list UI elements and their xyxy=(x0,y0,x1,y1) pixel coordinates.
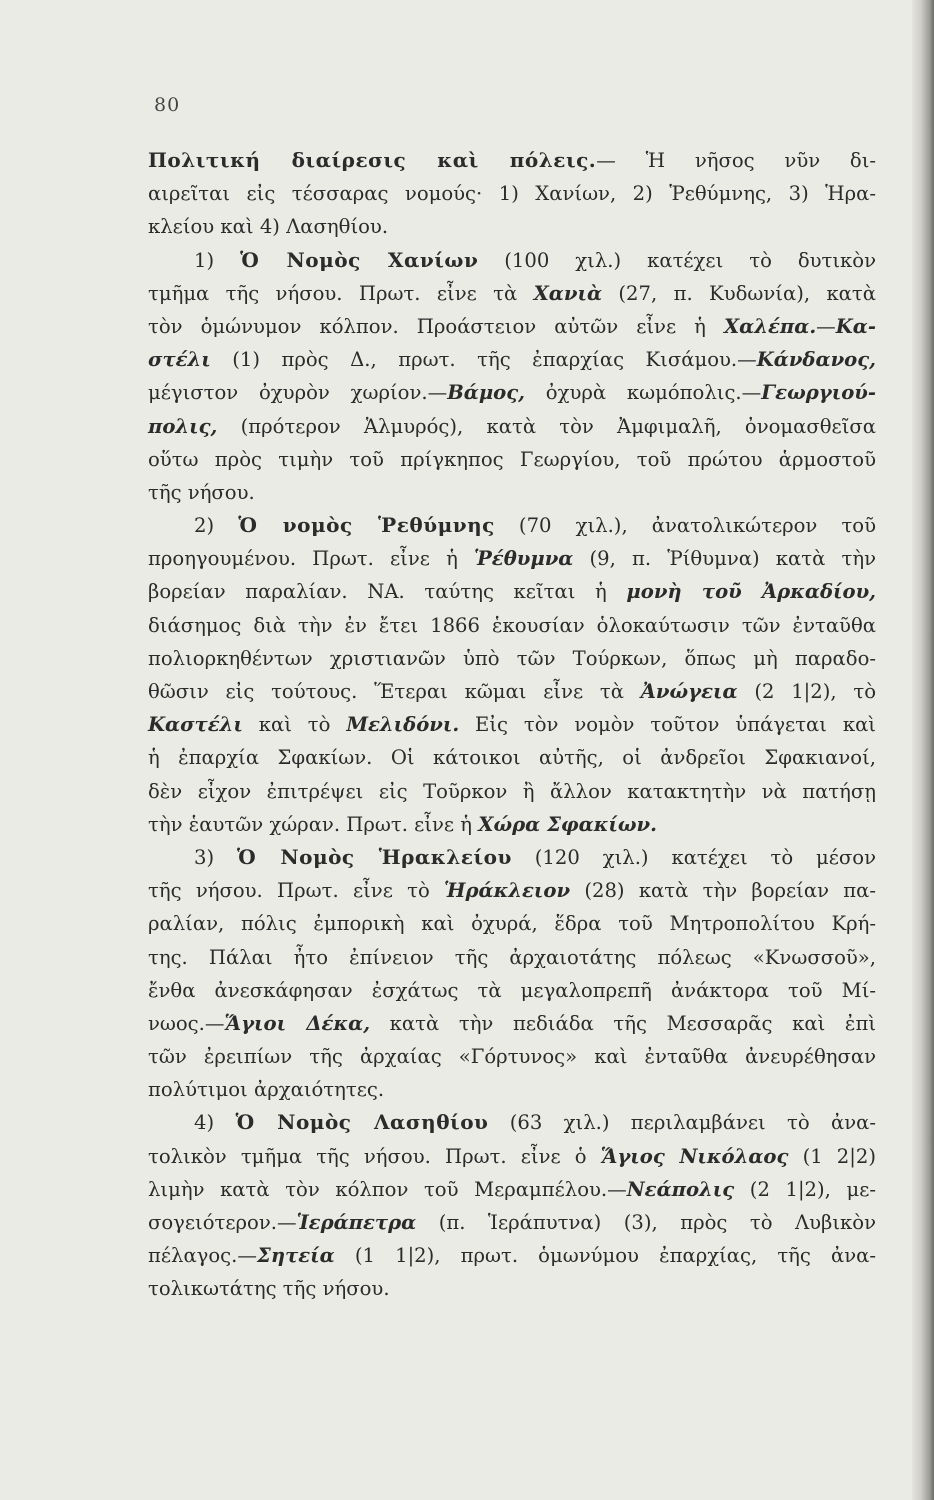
text-line xyxy=(148,277,876,310)
body-text xyxy=(148,144,876,1306)
place-name: Νεάπολις xyxy=(626,1177,735,1201)
place-name: Σητεία xyxy=(256,1244,335,1268)
text-run: θῶσιν εἰς τούτους. Ἕτεραι κῶμαι εἶνε τὰ xyxy=(148,680,641,703)
text-run: της. Πάλαι ἦτο ἐπίνειον τῆς ἀρχαιοτάτης πόλεως «Κνωσσοῦ», xyxy=(148,945,876,969)
text-run: (2 1|2), με- xyxy=(734,1177,876,1201)
text-line xyxy=(148,609,876,642)
text-line xyxy=(148,1206,876,1239)
section-heading: Ὁ Νομὸς Χανίων xyxy=(240,247,479,272)
text-run: — xyxy=(816,314,836,338)
section-heading: Πολιτική διαίρεσις καὶ πόλεις. xyxy=(148,148,597,172)
text-run: (π. Ἱεράπυτνα) (3), πρὸς τὸ Λυβικὸν xyxy=(416,1211,876,1234)
text-line xyxy=(148,1173,876,1206)
text-run: 3) xyxy=(194,845,238,869)
text-run: τὴν ἑαυτῶν χώραν. Πρωτ. εἶνε ἡ xyxy=(148,812,479,836)
text-run: (1 2|2) xyxy=(788,1144,876,1168)
place-name: Χώρα Σφακίων. xyxy=(478,812,657,836)
place-name: πολις, xyxy=(148,414,218,438)
place-name: στέλι xyxy=(148,348,211,372)
text-run: κλείου καὶ 4) Λασηθίου. xyxy=(148,215,389,239)
place-name: Μελιδόνι. xyxy=(346,713,460,737)
text-line xyxy=(148,708,876,741)
place-name: Βάμος, xyxy=(447,381,525,405)
text-line xyxy=(148,941,876,974)
place-name: Κάνδανος, xyxy=(756,348,876,372)
text-run: λιμὴν κατὰ τὸν κόλπον τοῦ Μεραμπέλου.— xyxy=(148,1177,627,1201)
place-name: μονὴ τοῦ Ἀρκαδίου, xyxy=(626,580,876,604)
text-line xyxy=(148,1040,876,1073)
text-run: ἡ ἐπαρχία Σφακίων. Οἱ κάτοικοι αὐτῆς, οἱ ἀνδρεῖοι Σφακιανοί, xyxy=(148,746,876,770)
place-name: Ἅγιοι Δέκα, xyxy=(224,1011,371,1035)
text-run: δὲν εἶχον ἐπιτρέψει εἰς Τοῦρκον ἢ ἄλλον κατακτητὴν νὰ πατήσῃ xyxy=(148,779,876,803)
text-run: 2) xyxy=(194,514,239,538)
place-name: Ῥέθυμνα xyxy=(473,547,574,571)
text-line xyxy=(148,410,876,443)
place-name: Ἀνώγεια xyxy=(640,680,738,703)
text-run: (120 χιλ.) κατέχει τὸ μέσον xyxy=(511,845,877,869)
text-run: κατὰ τὴν πεδιάδα τῆς Μεσσαρᾶς καὶ ἐπὶ xyxy=(370,1011,876,1035)
text-line xyxy=(148,1073,876,1106)
page-number: 80 xyxy=(154,94,181,116)
text-run: (27, π. Κυδωνία), κατὰ xyxy=(602,281,876,305)
text-run: τὸν ὁμώνυμον κόλπον. Προάστειον αὐτῶν εἶνε ἡ xyxy=(148,314,724,338)
text-run: πολιορκηθέντων χριστιανῶν ὑπὸ τῶν Τούρκων, ὅπως μὴ παραδο- xyxy=(148,646,876,670)
text-run: (9, π. Ῥίθυμνα) κατὰ τὴν xyxy=(573,547,876,571)
text-line xyxy=(148,741,876,774)
text-line xyxy=(148,210,876,243)
text-line xyxy=(148,343,876,376)
place-name: Ἡράκλειον xyxy=(444,879,571,903)
text-run: τολικὸν τμῆμα τῆς νήσου. Πρωτ. εἶνε ὁ xyxy=(148,1144,601,1168)
text-line xyxy=(148,575,876,608)
text-run: (πρότερον Ἁλμυρός), κατὰ τὸν Ἀμφιμαλῆ, ὀνομασθεῖσα xyxy=(217,414,876,438)
text-line xyxy=(148,476,876,509)
text-line xyxy=(148,376,876,409)
place-name: Γεωργιού- xyxy=(761,381,876,405)
text-line xyxy=(148,775,876,808)
place-name: Χανιὰ xyxy=(533,281,603,305)
text-run: (2 1|2), τὸ xyxy=(737,680,876,703)
text-line xyxy=(148,542,876,575)
text-run: τῶν ἐρειπίων τῆς ἀρχαίας «Γόρτυνος» καὶ ἐνταῦθα ἀνευρέθησαν xyxy=(148,1045,876,1069)
text-run: (63 χιλ.) περιλαμβάνει τὸ ἀνα- xyxy=(488,1111,876,1135)
text-run: πέλαγος.— xyxy=(148,1244,257,1268)
section-heading: Ὁ Νομὸς Ἡρακλείου xyxy=(237,844,512,869)
text-line xyxy=(148,310,876,343)
text-line xyxy=(148,675,876,708)
text-run: τῆς νήσου. Πρωτ. εἶνε τὸ xyxy=(148,879,445,903)
place-name: Ἅγιος Νικόλαος xyxy=(600,1144,789,1168)
text-run: σογειότερον.— xyxy=(148,1211,297,1234)
text-run: πολύτιμοι ἀρχαιότητες. xyxy=(148,1078,385,1102)
text-line xyxy=(148,841,876,874)
place-name: Ἱεράπετρα xyxy=(296,1211,417,1234)
text-run: τῆς νήσου. xyxy=(148,480,255,504)
text-line xyxy=(148,974,876,1007)
text-run: ὀχυρὰ κωμόπολις.— xyxy=(525,381,762,405)
section-heading: Ὁ νομὸς Ῥεθύμνης xyxy=(238,513,495,538)
text-line xyxy=(148,1140,876,1173)
text-line xyxy=(148,1239,876,1272)
text-run: τολικωτάτης τῆς νήσου. xyxy=(148,1277,390,1301)
place-name: Καστέλι xyxy=(148,713,243,737)
text-line xyxy=(148,244,876,277)
section-heading: Ὁ Νομὸς Λασηθίου xyxy=(235,1110,489,1135)
text-run: βορείαν παραλίαν. ΝΑ. ταύτης κεῖται ἡ xyxy=(148,580,627,604)
text-run: (1) πρὸς Δ., πρωτ. τῆς ἐπαρχίας Κισάμου.— xyxy=(210,348,757,372)
text-line xyxy=(148,874,876,907)
text-run: τμῆμα τῆς νήσου. Πρωτ. εἶνε τὰ xyxy=(148,281,534,305)
text-run: ραλίαν, πόλις ἐμπορικὴ καὶ ὀχυρά, ἕδρα τοῦ Μητροπολίτου Κρή- xyxy=(148,912,876,936)
text-run: Εἰς τὸν νομὸν τοῦτον ὑπάγεται καὶ xyxy=(459,713,876,737)
place-name: Χαλέπα. xyxy=(723,314,817,338)
text-run: οὕτω πρὸς τιμὴν τοῦ πρίγκηπος Γεωργίου, τοῦ πρώτου ἁρμοστοῦ xyxy=(148,447,876,471)
place-name: Κα- xyxy=(835,314,876,338)
text-line xyxy=(148,443,876,476)
book-spine-shadow xyxy=(912,0,934,1500)
text-run: μέγιστον ὀχυρὸν χωρίον.— xyxy=(148,381,448,405)
text-run: καὶ τὸ xyxy=(242,713,347,737)
text-line xyxy=(148,509,876,542)
text-line xyxy=(148,1007,876,1040)
text-run: ἔνθα ἀνεσκάφησαν ἐσχάτως τὰ μεγαλοπρεπῆ ἀνάκτορα τοῦ Μί- xyxy=(148,978,876,1002)
text-run: νωος.— xyxy=(148,1011,225,1035)
text-line xyxy=(148,1106,876,1139)
text-run: (100 χιλ.) κατέχει τὸ δυτικὸν xyxy=(478,248,877,272)
text-run: αιρεῖται εἰς τέσσαρας νομούς· 1) Χανίων, 2) Ῥεθύμνης, 3) Ἡρα- xyxy=(148,182,876,206)
text-line xyxy=(148,177,876,210)
text-run: διάσημος διὰ τὴν ἐν ἔτει 1866 ἑκουσίαν ὁλοκαύτωσιν τῶν ἐνταῦθα xyxy=(148,613,876,637)
text-run: (1 1|2), πρωτ. ὁμωνύμου ἐπαρχίας, τῆς ἀνα- xyxy=(334,1244,876,1268)
text-line xyxy=(148,642,876,675)
text-run: 1) xyxy=(194,248,241,272)
text-line xyxy=(148,808,876,841)
text-line xyxy=(148,907,876,940)
text-run: (28) κατὰ τὴν βορείαν πα- xyxy=(570,879,876,903)
text-run: προηγουμένου. Πρωτ. εἶνε ἡ xyxy=(148,547,474,571)
text-run: 4) xyxy=(194,1111,236,1135)
text-run: (70 χιλ.), ἀνατολικώτερον τοῦ xyxy=(494,514,877,538)
text-line xyxy=(148,1272,876,1305)
text-line xyxy=(148,144,876,177)
text-run: — Ἡ νῆσος νῦν δι- xyxy=(596,149,877,172)
